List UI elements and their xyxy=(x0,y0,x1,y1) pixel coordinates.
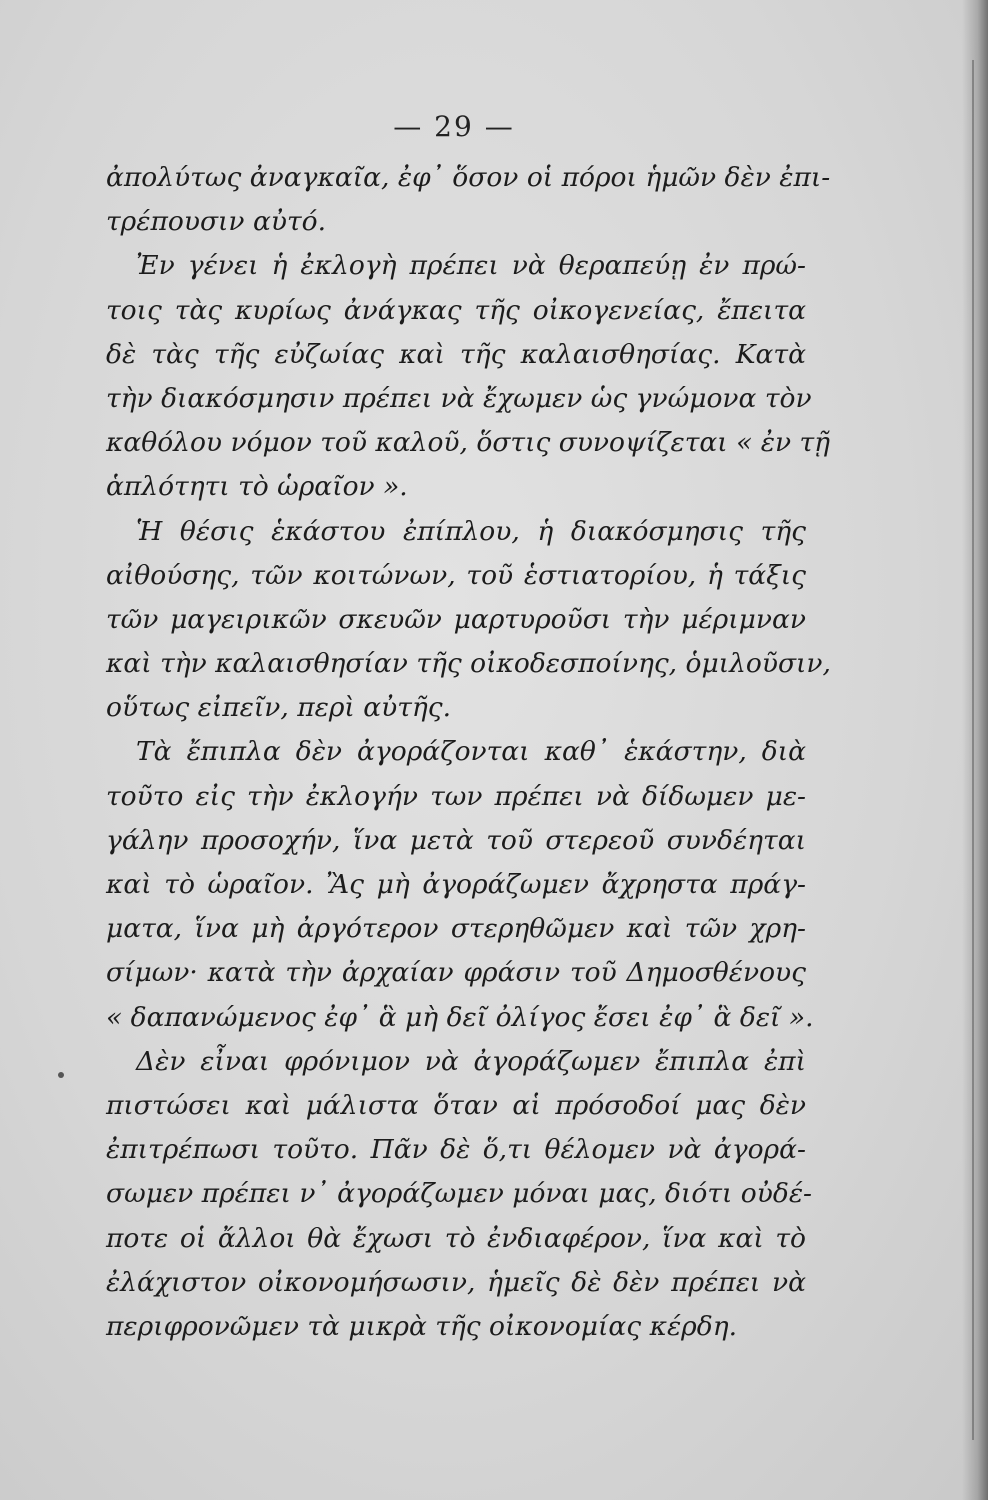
text-line: καὶ τὸ ὡραῖον. Ἂς μὴ ἀγοράζωμεν ἄχρηστα πράγ- xyxy=(106,869,806,900)
text-line: τὴν διακόσμησιν πρέπει νὰ ἔχωμεν ὡς γνώμονα τὸν xyxy=(106,382,812,414)
text-line: ἁπλότητι τὸ ὡραῖον ». xyxy=(106,471,408,503)
text-line: αἰθούσης, τῶν κοιτώνων, τοῦ ἑστιατορίου, ἡ τάξις xyxy=(106,559,806,591)
text-line: ἀπολύτως ἀναγκαῖα, ἐφ᾽ ὅσον οἱ πόροι ἡμῶν δὲν ἐπι- xyxy=(106,162,831,193)
text-line: σίμων· κατὰ τὴν ἀρχαίαν φράσιν τοῦ Δημοσθένους xyxy=(106,957,806,989)
text-line: οὕτως εἰπεῖν, περὶ αὐτῆς. xyxy=(106,692,452,724)
text-line: πιστώσει καὶ μάλιστα ὅταν αἱ πρόσοδοί μας δὲν xyxy=(106,1089,806,1121)
text-line: τρέπουσιν αὐτό. xyxy=(106,206,326,238)
text-line: τῶν μαγειρικῶν σκευῶν μαρτυροῦσι τὴν μέριμναν xyxy=(106,603,806,635)
text-line: Ἡ θέσις ἑκάστου ἐπίπλου, ἡ διακόσμησις τῆς xyxy=(136,515,806,547)
text-line: ἐπιτρέπωσι τοῦτο. Πᾶν δὲ ὅ,τι θέλομεν νὰ ἀγορά- xyxy=(106,1134,806,1166)
text-line: ποτε οἱ ἄλλοι θὰ ἔχωσι τὸ ἐνδιαφέρον, ἵνα καὶ τὸ xyxy=(106,1222,806,1254)
text-line: σωμεν πρέπει ν᾽ ἀγοράζωμεν μόναι μας, διότι οὐδέ- xyxy=(106,1178,813,1210)
text-line: Ἐν γένει ἡ ἐκλογὴ πρέπει νὰ θεραπεύῃ ἐν πρώ- xyxy=(136,250,806,282)
text-line: Τὰ ἔπιπλα δὲν ἀγοράζονται καθ᾽ ἑκάστην, διὰ xyxy=(136,736,806,768)
page-number: — 29 — xyxy=(393,110,515,143)
text-line: καθόλου νόμον τοῦ καλοῦ, ὅστις συνοψίζεται « ἐν τῇ xyxy=(106,427,831,459)
text-line: περιφρονῶμεν τὰ μικρὰ τῆς οἰκονομίας κέρδη. xyxy=(106,1310,738,1342)
text-line: Δὲν εἶναι φρόνιμον νὰ ἀγοράζωμεν ἔπιπλα ἐπὶ xyxy=(136,1045,806,1077)
text-line: ματα, ἵνα μὴ ἀργότερον στερηθῶμεν καὶ τῶν χρη- xyxy=(106,913,806,945)
text-line: τοις τὰς κυρίως ἀνάγκας τῆς οἰκογενείας, ἔπειτα xyxy=(106,294,806,326)
spine-shadow xyxy=(962,0,988,1500)
text-line: « δαπανώμενος ἐφ᾽ ἃ μὴ δεῖ ὀλίγος ἔσει ἐφ᾽ ἃ δεῖ ». xyxy=(106,1001,814,1033)
margin-dot xyxy=(58,1072,64,1078)
text-line: καὶ τὴν καλαισθησίαν τῆς οἰκοδεσποίνης, ὁμιλοῦσιν, xyxy=(106,648,831,680)
text-line: γάλην προσοχήν, ἵνα μετὰ τοῦ στερεοῦ συνδέηται xyxy=(106,824,806,856)
text-line: δὲ τὰς τῆς εὐζωίας καὶ τῆς καλαισθησίας. Κατὰ xyxy=(106,338,806,370)
body-text xyxy=(106,156,831,1349)
spine-line xyxy=(972,60,974,1440)
text-line: ἐλάχιστον οἰκονομήσωσιν, ἡμεῖς δὲ δὲν πρέπει νὰ xyxy=(106,1266,806,1298)
text-line: τοῦτο εἰς τὴν ἐκλογήν των πρέπει νὰ δίδωμεν με- xyxy=(106,780,806,812)
